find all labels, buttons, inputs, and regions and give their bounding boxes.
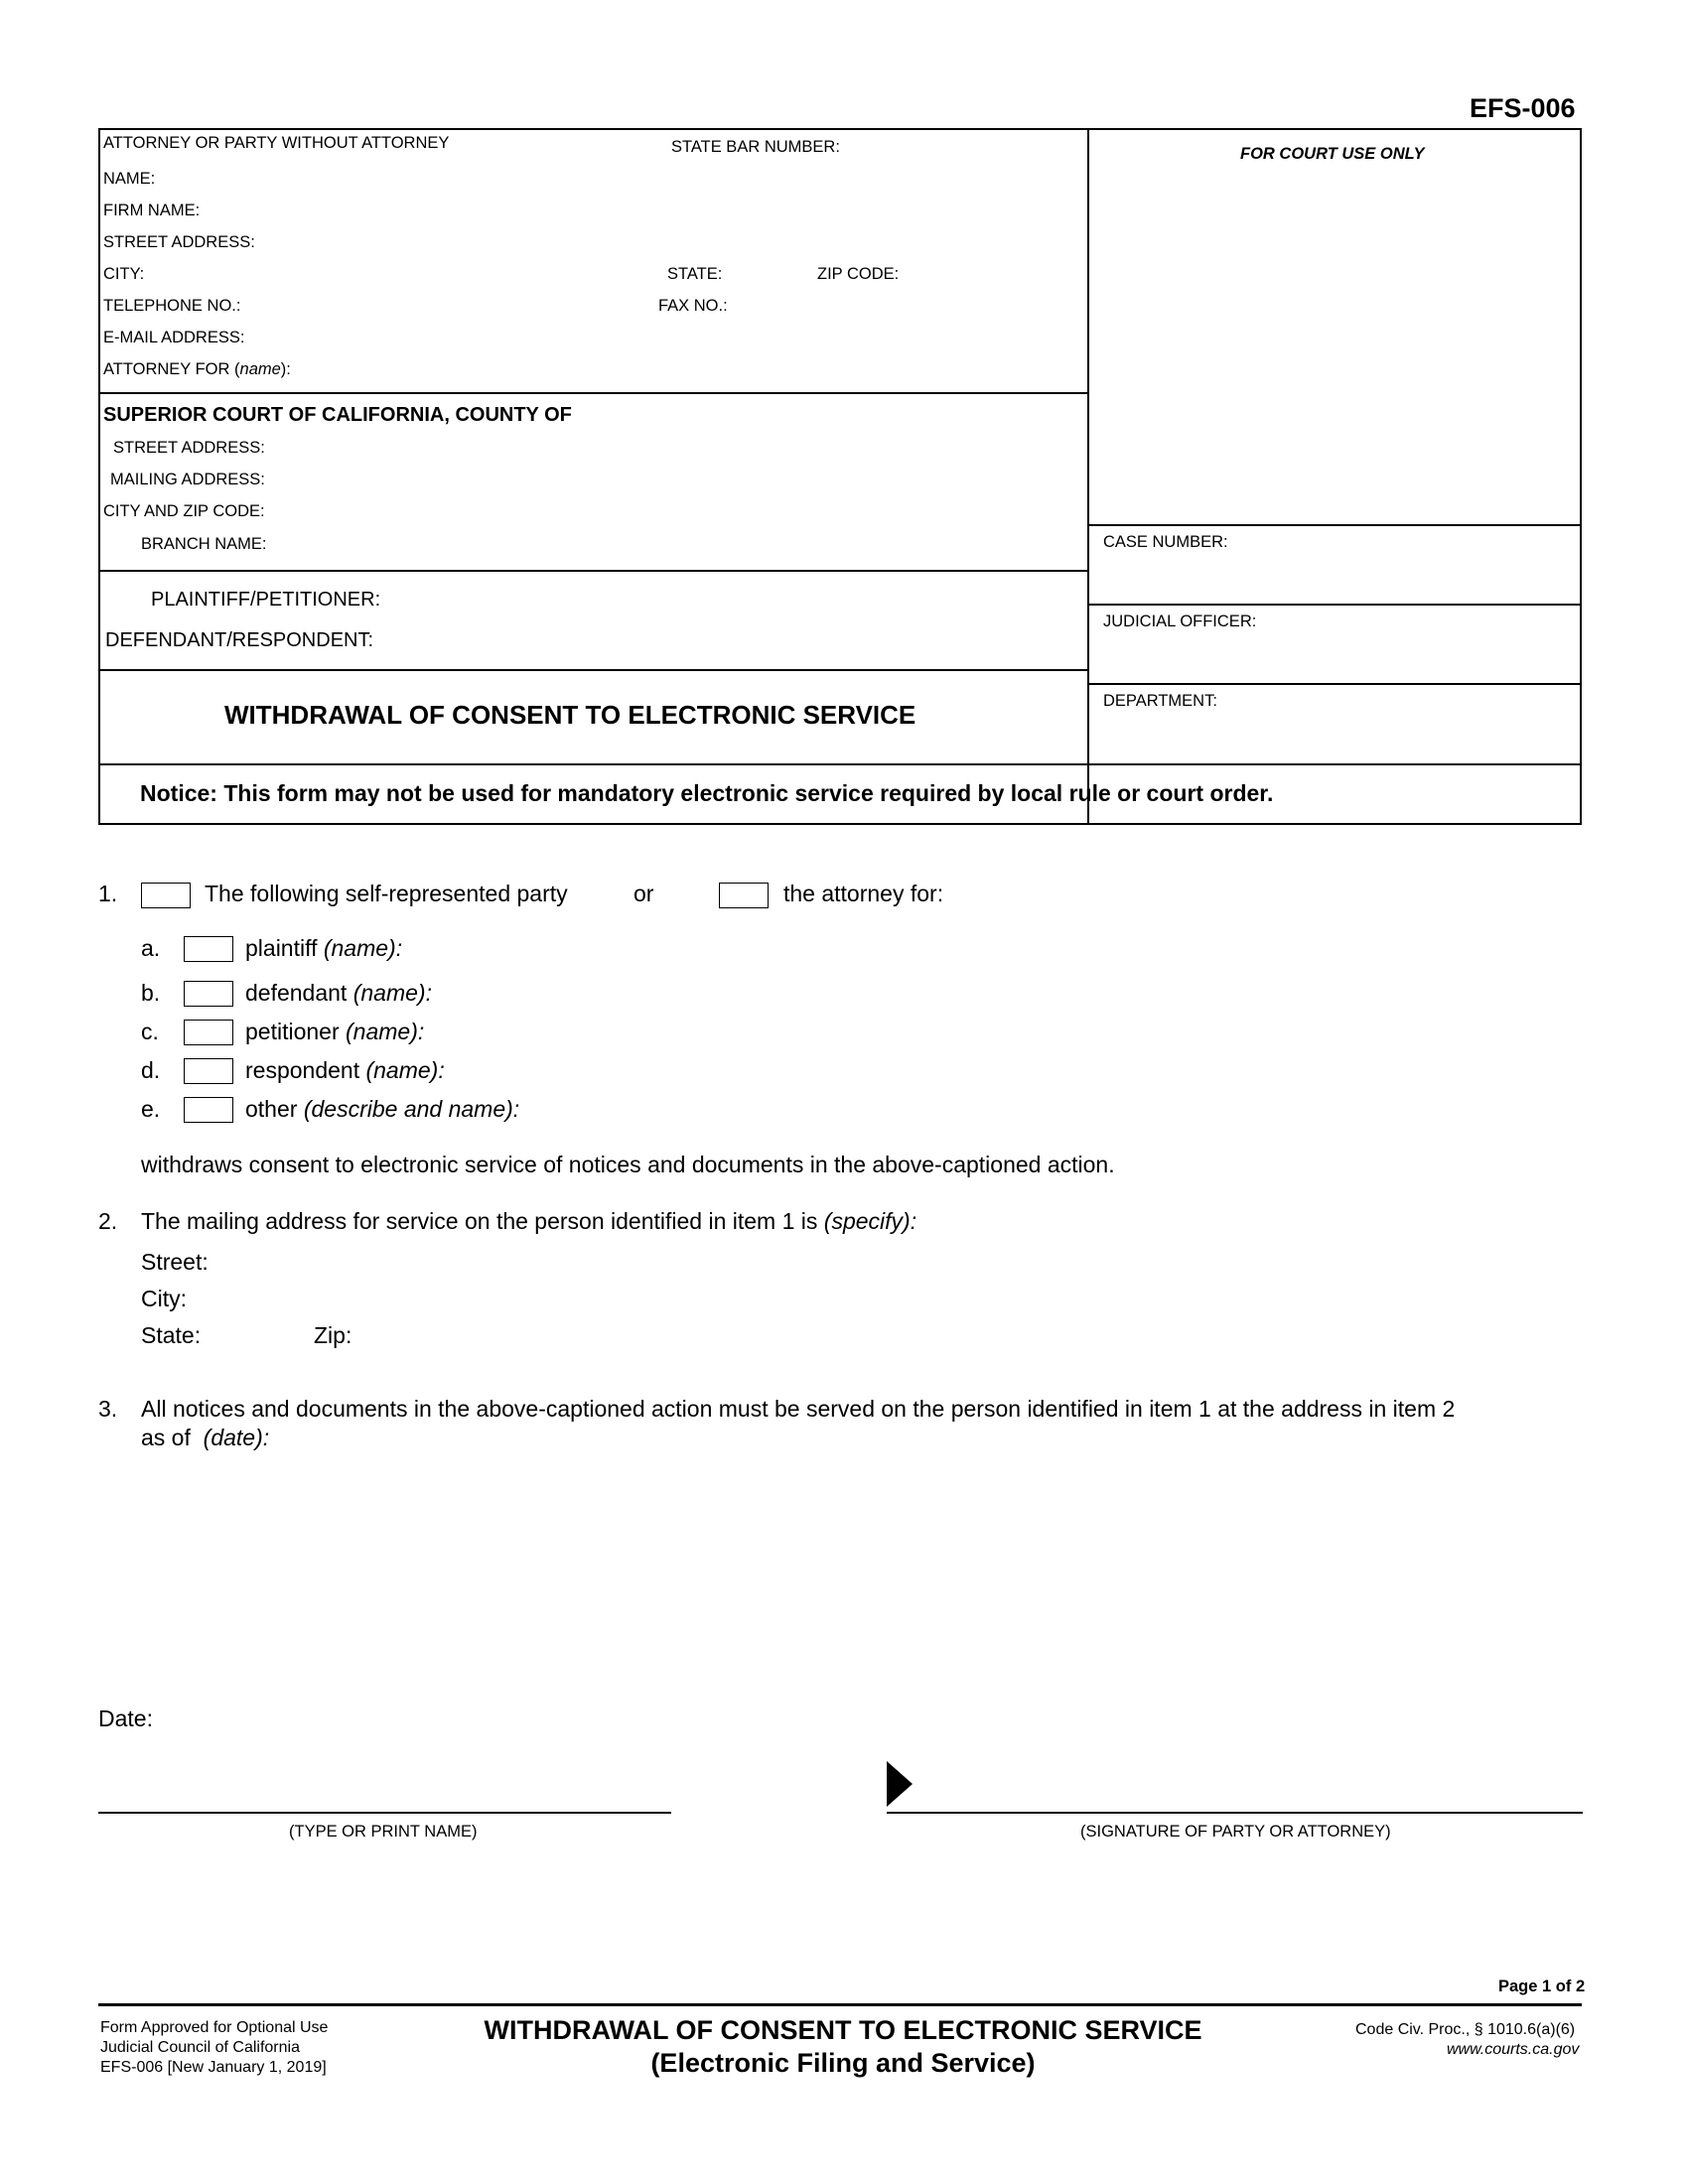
footer-rule bbox=[98, 2003, 1582, 2006]
code-citation: Code Civ. Proc., § 1010.6(a)(6) bbox=[1355, 2021, 1576, 2038]
self-represented-label: The following self-represented party bbox=[205, 881, 568, 906]
firm-label: FIRM NAME: bbox=[103, 202, 201, 219]
court-header: SUPERIOR COURT OF CALIFORNIA, COUNTY OF bbox=[103, 404, 572, 426]
signature-arrow-icon bbox=[887, 1761, 913, 1807]
notice-text: Notice: This form may not be used for mandatory electronic service required by local rule or court order. bbox=[140, 780, 1274, 806]
state-label: STATE: bbox=[667, 265, 723, 283]
department-label: DEPARTMENT: bbox=[1103, 692, 1217, 710]
judicial-officer-label: JUDICIAL OFFICER: bbox=[1103, 613, 1257, 630]
caption-divider bbox=[1087, 130, 1089, 825]
attorney-header: ATTORNEY OR PARTY WITHOUT ATTORNEY bbox=[103, 134, 450, 152]
rule-notice-top bbox=[100, 763, 1582, 765]
approved-line3: EFS-006 [New January 1, 2019] bbox=[100, 2059, 327, 2076]
print-name-line[interactable] bbox=[98, 1812, 671, 1814]
or-label: or bbox=[633, 881, 654, 906]
approved-line2: Judicial Council of California bbox=[100, 2039, 300, 2056]
state-bar-label: STATE BAR NUMBER: bbox=[671, 138, 840, 156]
courts-url[interactable]: www.courts.ca.gov bbox=[1447, 2041, 1580, 2058]
plaintiff-label: PLAINTIFF/PETITIONER: bbox=[151, 589, 381, 611]
item2-street-label: Street: bbox=[141, 1249, 209, 1275]
zip-label: ZIP CODE: bbox=[817, 265, 900, 283]
signature-line[interactable] bbox=[887, 1812, 1583, 1814]
respondent-checkbox[interactable] bbox=[184, 1058, 233, 1084]
rule-case-bottom bbox=[1087, 604, 1582, 606]
item3-line1: All notices and documents in the above-captioned action must be served on the person identified in item 1 at the address in item 2 bbox=[141, 1396, 1456, 1422]
case-number-label: CASE NUMBER: bbox=[1103, 533, 1228, 551]
rule-courtuse-bottom bbox=[1087, 524, 1582, 526]
option-letter: a. bbox=[141, 935, 161, 961]
court-branch-label: BRANCH NAME: bbox=[141, 535, 267, 553]
item2-state-label: State: bbox=[141, 1322, 202, 1348]
option-letter: c. bbox=[141, 1019, 159, 1044]
self-represented-checkbox[interactable] bbox=[141, 883, 191, 908]
print-name-caption: (TYPE OR PRINT NAME) bbox=[289, 1823, 478, 1841]
signature-caption: (SIGNATURE OF PARTY OR ATTORNEY) bbox=[1080, 1823, 1391, 1841]
fax-label: FAX NO.: bbox=[658, 297, 728, 315]
footer-title: WITHDRAWAL OF CONSENT TO ELECTRONIC SERVICE bbox=[484, 2015, 1202, 2045]
defendant-checkbox[interactable] bbox=[184, 981, 233, 1007]
email-label: E-MAIL ADDRESS: bbox=[103, 329, 245, 346]
petitioner-option: petitioner (name): bbox=[245, 1019, 425, 1044]
rule-judicial-bottom bbox=[1087, 683, 1582, 685]
form-id: EFS-006 bbox=[1470, 93, 1576, 123]
name-label: NAME: bbox=[103, 170, 156, 188]
phone-label: TELEPHONE NO.: bbox=[103, 297, 241, 315]
other-checkbox[interactable] bbox=[184, 1097, 233, 1123]
petitioner-checkbox[interactable] bbox=[184, 1020, 233, 1045]
item2-number: 2. bbox=[98, 1208, 118, 1234]
option-letter: b. bbox=[141, 980, 161, 1006]
item2-city-label: City: bbox=[141, 1286, 187, 1311]
attorney-for-checkbox[interactable] bbox=[719, 883, 769, 908]
item2-zip-label: Zip: bbox=[314, 1322, 352, 1348]
defendant-label: DEFENDANT/RESPONDENT: bbox=[105, 629, 374, 651]
form-title: WITHDRAWAL OF CONSENT TO ELECTRONIC SERVICE bbox=[224, 700, 916, 730]
court-street-label: STREET ADDRESS: bbox=[113, 439, 265, 457]
option-letter: e. bbox=[141, 1096, 161, 1122]
respondent-option: respondent (name): bbox=[245, 1057, 445, 1083]
attorney-for-label: ATTORNEY FOR (name): bbox=[103, 360, 291, 378]
court-mailing-label: MAILING ADDRESS: bbox=[110, 471, 265, 488]
withdraws-text: withdraws consent to electronic service of notices and documents in the above-captioned action. bbox=[141, 1152, 1115, 1177]
court-cityzip-label: CITY AND ZIP CODE: bbox=[103, 502, 265, 520]
item3-line2: as of (date): bbox=[141, 1425, 270, 1450]
option-letter: d. bbox=[141, 1057, 161, 1083]
rule-attorney-bottom bbox=[100, 392, 1089, 394]
date-label: Date: bbox=[98, 1706, 153, 1731]
city-label: CITY: bbox=[103, 265, 145, 283]
street-label: STREET ADDRESS: bbox=[103, 233, 255, 251]
caption-frame bbox=[98, 128, 1582, 825]
attorney-for-option-label: the attorney for: bbox=[783, 881, 944, 906]
footer-subtitle: (Electronic Filing and Service) bbox=[650, 2048, 1036, 2078]
item1-number: 1. bbox=[98, 881, 118, 906]
court-use-label: FOR COURT USE ONLY bbox=[1240, 145, 1425, 163]
approved-line1: Form Approved for Optional Use bbox=[100, 2019, 329, 2036]
rule-court-bottom bbox=[100, 570, 1089, 572]
page-number: Page 1 of 2 bbox=[1498, 1978, 1586, 1995]
rule-parties-bottom bbox=[100, 669, 1089, 671]
item2-text: The mailing address for service on the person identified in item 1 is (specify): bbox=[141, 1208, 917, 1234]
plaintiff-checkbox[interactable] bbox=[184, 936, 233, 962]
other-option: other (describe and name): bbox=[245, 1096, 520, 1122]
item3-number: 3. bbox=[98, 1396, 118, 1422]
plaintiff-option: plaintiff (name): bbox=[245, 935, 403, 961]
defendant-option: defendant (name): bbox=[245, 980, 432, 1006]
